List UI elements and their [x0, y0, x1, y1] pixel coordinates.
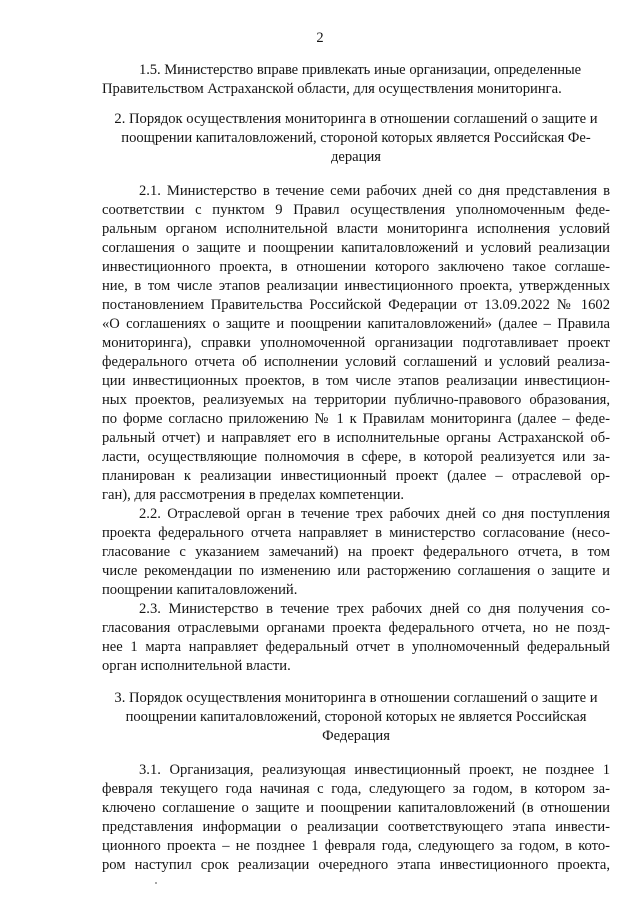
paragraph-2-1-line-17: ган), для рассмотрения в пределах компетенции. [102, 487, 405, 503]
paragraph-3-1-line-4: представления информации о реализации соответствующего этапа инвести- [102, 819, 610, 835]
paragraph-2-1-line-5: инвестиционного проекта, в отношении которого заключено такое соглаше- [102, 259, 610, 275]
paragraph-2-3-line-2: гласования отраслевыми органами проекта федерального отчета, но не позд- [102, 620, 610, 636]
paragraph-2-1-line-14: ральный отчет) и направляет его в исполнительные органы Астраханской об- [102, 430, 610, 446]
paragraph-2-1-line-6: ние, в том числе этапов реализации инвестиционного проекта, утвержденных [102, 278, 610, 294]
paragraph-3-1-line-6: ром наступил срок реализации очередного этапа инвестиционного проекта, [102, 857, 610, 873]
paragraph-2-3-line-1: 2.3. Министерство в течение трех рабочих дней со дня получения со- [139, 601, 610, 617]
paragraph-2-1-line-9: мониторинга), справки уполномоченной организации подготавливает проект [102, 335, 610, 351]
paragraph-2-1-line-12: ных проектов, реализуемых на территории публично-правового образования, [102, 392, 610, 408]
paragraph-3-1-line-5: ционного проекта – не позднее 1 февраля года, следующего за годом, в кото- [102, 838, 610, 854]
section-2-heading-line-2: поощрении капиталовложений, стороной которых является Российская Фе- [121, 130, 591, 146]
paragraph-3-1-line-1: 3.1. Организация, реализующая инвестиционный проект, не позднее 1 [139, 762, 610, 778]
section-3-heading-line-2: поощрении капиталовложений, стороной которых не является Российская [125, 709, 587, 725]
paragraph-2-1-line-11: ции инвестиционных проектов, в том числе этапов реализации инвестицион- [102, 373, 610, 389]
paragraph-2-2-line-2: проекта федерального отчета направляет в министерство согласование (несо- [102, 525, 610, 541]
paragraph-2-1-line-16: планирован к реализации инвестиционный проект (далее – отраслевой ор- [102, 468, 610, 484]
paragraph-2-1-line-3: ральным органом исполнительной власти мониторинга исполнения условий [102, 221, 610, 237]
paragraph-2-1-line-10: федерального отчета об исполнении условий соглашений и условий реализа- [102, 354, 610, 370]
section-2-heading-line-1: 2. Порядок осуществления мониторинга в отношении соглашений о защите и [114, 111, 598, 127]
paragraph-1-5-line-1: 1.5. Министерство вправе привлекать иные организации, определенные [139, 62, 581, 78]
paragraph-3-1-line-2: февраля текущего года начиная с года, следующего за годом, в котором за- [102, 781, 610, 797]
paragraph-2-2-line-4: числе рекомендации по изменению или расторжению соглашения о защите и [102, 563, 610, 579]
paragraph-2-1-line-13: по форме согласно приложению № 1 к Правилам мониторинга (далее – феде- [102, 411, 610, 427]
paragraph-2-1-line-15: ласти, осуществляющие полномочия в сфере, в которой реализуется или за- [102, 449, 610, 465]
page-number: 2 [316, 30, 324, 46]
paragraph-2-3-line-4: орган исполнительной власти. [102, 658, 291, 674]
paragraph-2-1-line-8: «О соглашениях о защите и поощрении капиталовложений» (далее – Правила [102, 316, 610, 332]
section-3-heading-line-1: 3. Порядок осуществления мониторинга в отношении соглашений о защите и [114, 690, 598, 706]
paragraph-2-2-line-1: 2.2. Отраслевой орган в течение трех рабочих дней со дня поступления [139, 506, 610, 522]
scan-speck [155, 882, 157, 884]
paragraph-2-1-line-4: соглашения о защите и поощрении капиталовложений и условий реализации [102, 240, 610, 256]
paragraph-2-1-line-7: постановлением Правительства Российской Федерации от 13.09.2022 № 1602 [102, 297, 610, 313]
paragraph-2-1-line-2: соответствии с пунктом 9 Правил осуществления уполномоченным феде- [102, 202, 610, 218]
paragraph-2-1-line-1: 2.1. Министерство в течение семи рабочих дней со дня представления в [139, 183, 610, 199]
paragraph-2-2-line-3: гласование с указанием замечаний) на проект федерального отчета, в том [102, 544, 610, 560]
paragraph-2-2-line-5: поощрении капиталовложений. [102, 582, 298, 598]
section-3-heading-line-3: Федерация [322, 728, 390, 744]
paragraph-2-3-line-3: нее 1 марта направляет федеральный отчет в уполномоченный федеральный [102, 639, 610, 655]
paragraph-3-1-line-3: ключено соглашение о защите и поощрении капиталовложений (в отношении [102, 800, 610, 816]
paragraph-1-5-line-2: Правительством Астраханской области, для осуществления мониторинга. [102, 81, 562, 97]
section-2-heading-line-3: дерация [330, 149, 381, 165]
